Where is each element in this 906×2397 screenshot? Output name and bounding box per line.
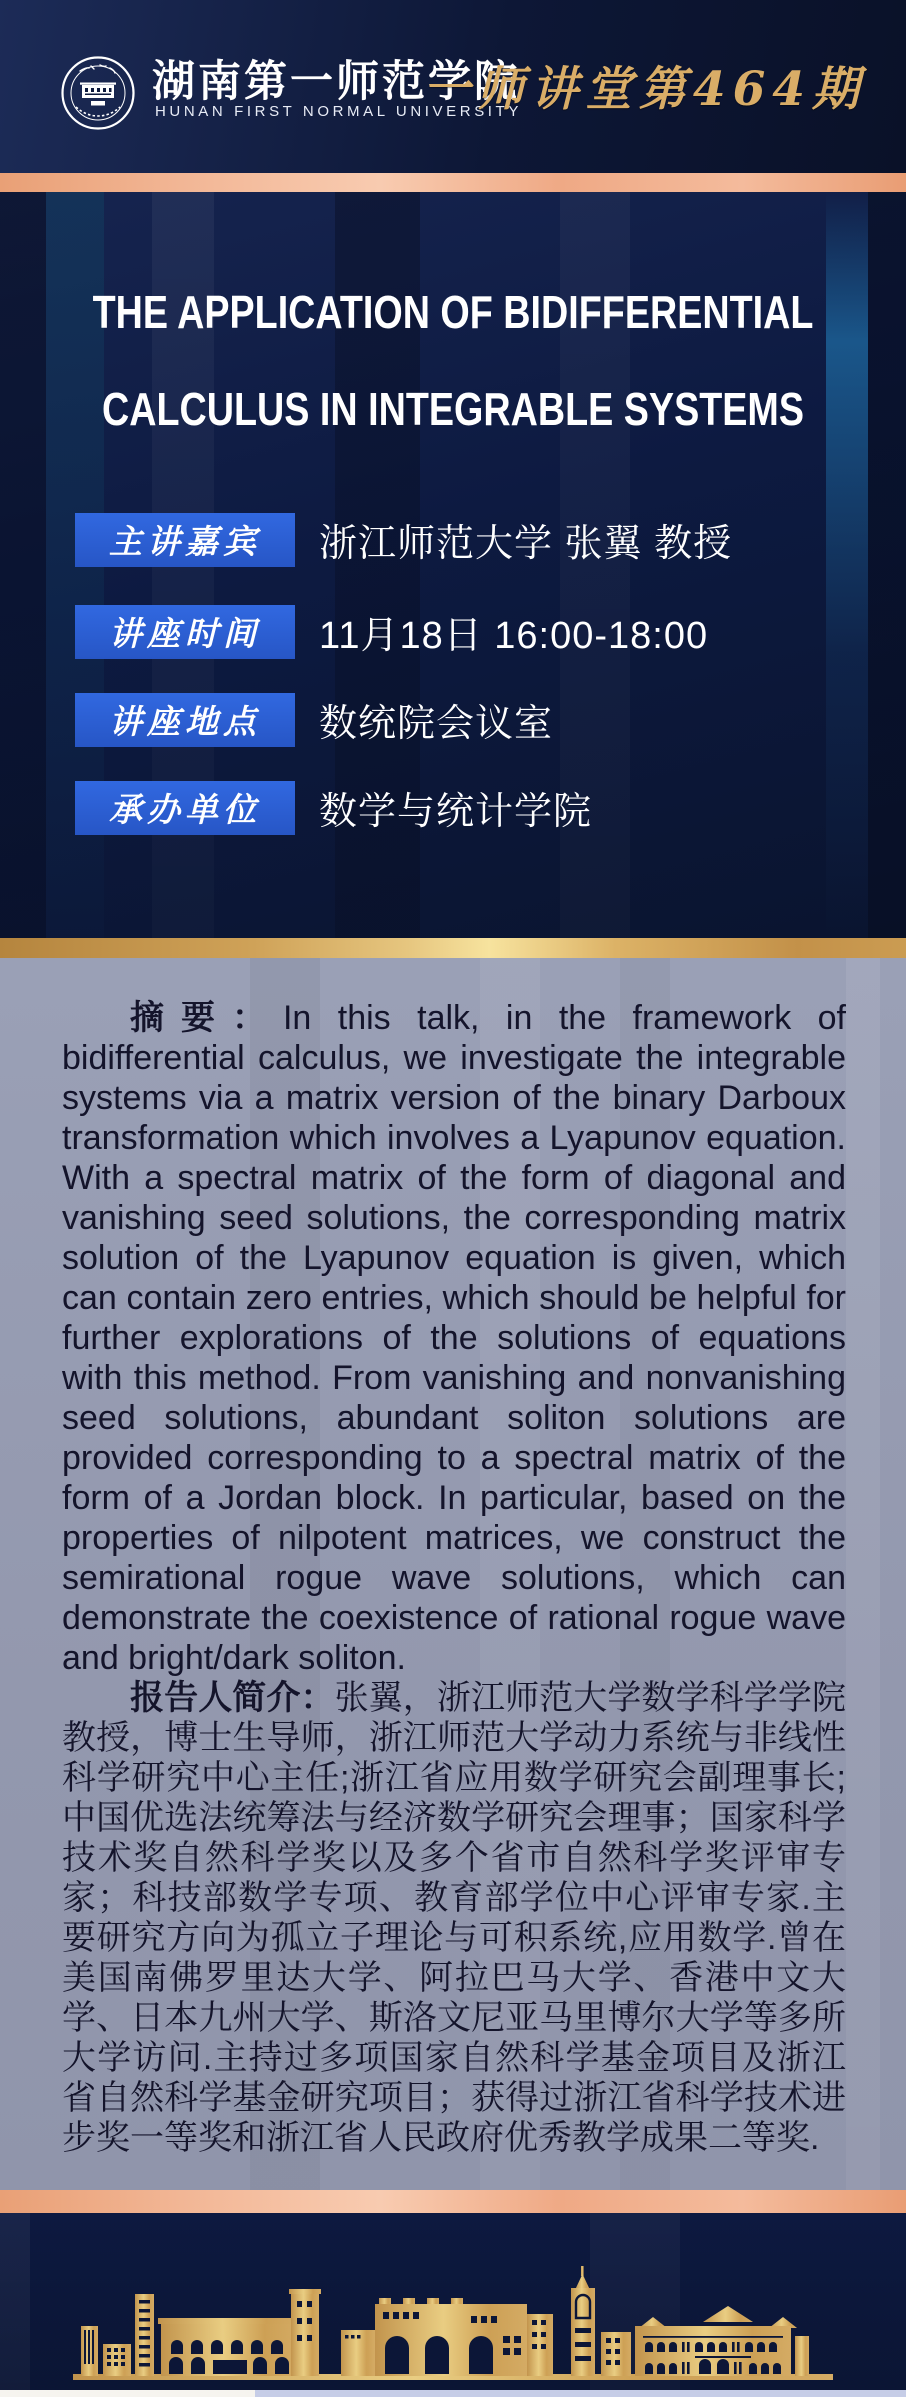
university-name-cn: 湖南第一师范学院 (152, 58, 520, 106)
info-row-organizer (75, 780, 592, 835)
main-title-line1: THE APPLICATION OF BIDIFFERENTIAL (92, 286, 814, 338)
info-value: 数学与统计学院 (319, 791, 593, 833)
lecture-series-title: 一师讲堂第464期 (422, 62, 866, 117)
info-label-badge: 主讲嘉宾 (75, 513, 295, 567)
info-row-location (75, 692, 553, 747)
info-row-speaker (75, 512, 732, 567)
speaker-bio-paragraph (62, 1678, 846, 2158)
gold-divider (0, 938, 906, 958)
info-label-badge: 承办单位 (75, 781, 295, 835)
university-seal-logo (60, 55, 136, 131)
abstract-section (0, 958, 906, 2190)
main-section (0, 192, 906, 938)
header (0, 0, 906, 173)
copper-divider-bottom (0, 2190, 906, 2213)
info-label-badge: 讲座时间 (75, 605, 295, 659)
info-value: 11月18日 16:00-18:00 (319, 615, 709, 657)
abstract-text: In this talk, in the framework of bidifferential calculus, we investigate the integrable systems via a matrix version of the binary Darboux transformation which involves a Lyapunov equation. With a spectral matrix of the form of diagonal and vanishing seed solutions, the corresponding matrix solution of the Lyapunov equation is given, which can contain zero entries, which should be helpful for further explorations of the solutions of equations with this method. From vanishing and nonvanishing seed solutions, abundant soliton solutions are provided corresponding to a spectral matrix of the form of a Jordan block. In particular, based on the properties of nilpotent matrices, we construct the semirational rogue wave solutions, which can demonstrate the coexistence of rational rogue wave and bright/dark soliton. (62, 999, 847, 1677)
footer (0, 2213, 906, 2390)
abstract-paragraph (62, 998, 846, 1678)
info-row-time (75, 604, 708, 659)
info-value: 数统院会议室 (319, 703, 554, 745)
speaker-bio-text: 张翼，浙江师范大学数学科学学院教授，博士生导师，浙江师范大学动力系统与非线性科学研究中心主任;浙江省应用数学研究会副理事长;中国优选法统筹法与经济数学研究会理事；国家科学技术奖自然科学奖以及多个省市自然科学奖评审专家；科技部数学专项、教育部学位中心评审专家.主要研究方向为孤立子理论与可积系统,应用数学.曾在美国南佛罗里达大学、阿拉巴马大学、香港中文大学、日本九州大学、斯洛文尼亚马里博尔大学等多所大学访问.主持过多项国家自然科学基金项目及浙江省自然科学基金研究项目；获得过浙江省科学技术进步奖一等奖和浙江省人民政府优秀教学成果二等奖. (62, 1679, 847, 2157)
abstract-label: 摘要： (130, 999, 283, 1037)
bottom-strip (0, 2390, 906, 2397)
campus-skyline-graphic (73, 2256, 833, 2388)
info-value: 浙江师范大学 张翼 教授 (319, 523, 733, 565)
university-name-en: HUNAN FIRST NORMAL UNIVERSITY (155, 103, 522, 120)
text-block (0, 958, 906, 2158)
info-label-badge: 讲座地点 (75, 693, 295, 747)
speaker-bio-label: 报告人简介： (130, 1679, 335, 1717)
main-title-line2: CALCULUS IN INTEGRABLE SYSTEMS (101, 383, 805, 435)
copper-divider-top (0, 173, 906, 192)
